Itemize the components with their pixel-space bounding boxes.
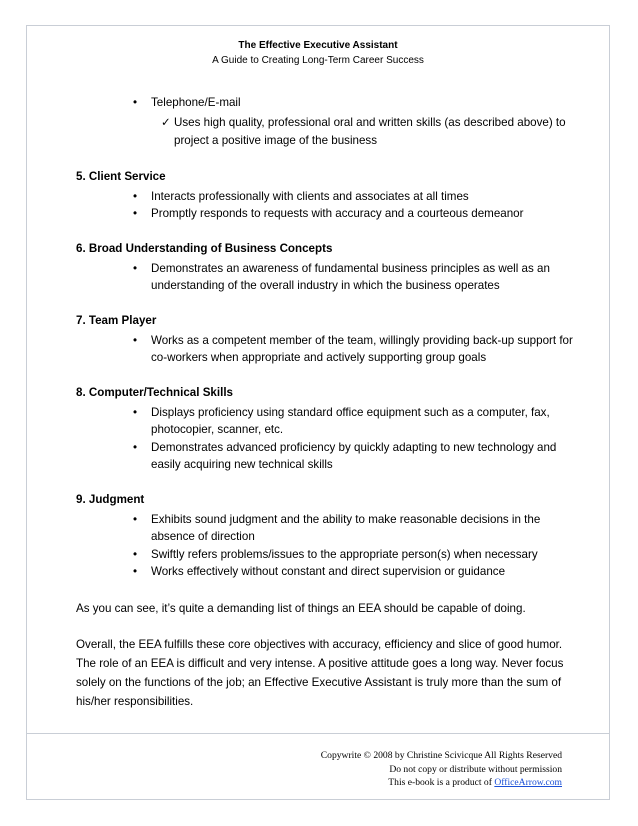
- section-heading: 8. Computer/Technical Skills: [76, 385, 233, 399]
- list-item-text: Displays proficiency using standard office equipment such as a computer, fax, photocopier, scanner, etc.: [151, 405, 550, 436]
- list-item-text: Exhibits sound judgment and the ability to make reasonable decisions in the absence of direction: [151, 512, 541, 543]
- bullet-icon: •: [133, 261, 138, 275]
- list-item-text: Demonstrates an awareness of fundamental business principles as well as an understanding of the overall industry in which the business operates: [151, 261, 550, 292]
- bullet-icon: •: [133, 512, 138, 526]
- list-item-text: Promptly responds to requests with accuracy and a courteous demeanor: [151, 207, 524, 220]
- section-heading: 7. Team Player: [76, 313, 157, 327]
- bullet-icon: •: [133, 405, 138, 419]
- footer-divider: [26, 733, 610, 734]
- list-item: [76, 260, 576, 295]
- list-item: [76, 188, 576, 206]
- checkmark-icon: ✓: [161, 115, 171, 129]
- page-header: [26, 38, 610, 68]
- list-item-text: Works effectively without constant and direct supervision or guidance: [151, 565, 506, 578]
- sub-list-item: [76, 114, 576, 151]
- list-item: [76, 205, 576, 223]
- bullet-icon: •: [133, 189, 138, 203]
- list-item: [76, 332, 576, 367]
- bullet-icon: •: [133, 440, 138, 454]
- distribution-notice: Do not copy or distribute without permission: [389, 763, 562, 775]
- list-item-text: Works as a competent member of the team, willingly providing back-up support for co-workers when appropriate and actively supporting group goals: [151, 333, 573, 364]
- list-item-text: Demonstrates advanced proficiency by quickly adapting to new technology and easily acquiring new technical skills: [151, 440, 557, 471]
- sub-list-item-text: Uses high quality, professional oral and written skills (as described above) to project a positive image of the business: [174, 115, 566, 147]
- bullet-icon: •: [133, 547, 138, 561]
- copyright-text: Copywrite © 2008 by Christine Scivicque All Rights Reserved: [320, 750, 562, 761]
- officearrow-link[interactable]: OfficeArrow.com: [494, 777, 562, 788]
- product-notice-text: This e-book is a product of: [388, 777, 495, 788]
- bullet-icon: •: [133, 565, 138, 578]
- document-body: [76, 94, 576, 711]
- list-item: [76, 439, 576, 474]
- list-item-text: Telephone/E-mail: [151, 96, 241, 109]
- paragraph: Overall, the EEA fulfills these core objectives with accuracy, efficiency and slice of good humor. The role of an EEA is difficult and very intense. A positive attitude goes a long way. Never focus solely on the functions of the job; an Effective Executive Assistant is truly more than the sum of his/her responsibilities.: [76, 637, 564, 708]
- list-item: [76, 94, 576, 112]
- document-subtitle: A Guide to Creating Long-Term Career Success: [212, 55, 424, 66]
- bullet-icon: •: [133, 96, 138, 109]
- section-heading: 9. Judgment: [76, 492, 145, 506]
- bullet-icon: •: [133, 207, 138, 220]
- page-footer: [321, 749, 562, 790]
- document-title: The Effective Executive Assistant: [238, 40, 398, 51]
- list-item: [76, 511, 576, 546]
- section-heading: 5. Client Service: [76, 169, 166, 183]
- list-item: [76, 563, 576, 581]
- paragraph: As you can see, it’s quite a demanding list of things an EEA should be capable of doing.: [76, 601, 526, 615]
- list-item-text: Swiftly refers problems/issues to the appropriate person(s) when necessary: [151, 547, 538, 561]
- product-notice: [321, 776, 562, 790]
- list-item: [76, 546, 576, 564]
- bullet-icon: •: [133, 333, 138, 347]
- list-item-text: Interacts professionally with clients and associates at all times: [151, 189, 469, 203]
- section-heading: 6. Broad Understanding of Business Concepts: [76, 241, 333, 255]
- list-item: [76, 404, 576, 439]
